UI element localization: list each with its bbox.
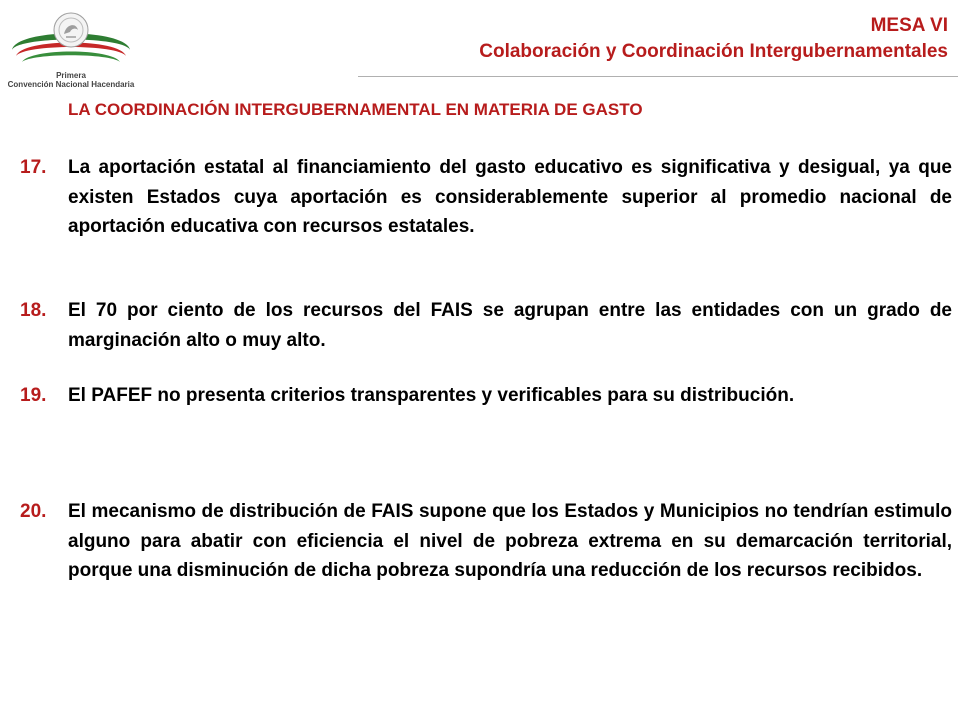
mesa-label: MESA VI (870, 15, 948, 36)
mesa-subtitle: Colaboración y Coordinación Intergubernamentales (479, 41, 948, 62)
section-title: LA COORDINACIÓN INTERGUBERNAMENTAL EN MATERIA DE GASTO (68, 100, 643, 119)
logo-line-1: Primera (56, 71, 86, 80)
item-number: 17. (20, 157, 47, 178)
logo-line-2: Convención Nacional Hacendaria (7, 80, 135, 89)
item-text: El mecanismo de distribución de FAIS supone que los Estados y Municipios no tendrían estimulo alguno para abatir con eficiencia el nivel de pobreza extrema en su demarcación territorial, porque una disminución de dicha pobreza supondría una reducción de los recursos recibidos. (68, 501, 952, 581)
item-text: La aportación estatal al financiamiento del gasto educativo es significativa y desigual, ya que existen Estados cuya aportación es considerablemente superior al promedio nacional de aportación educativa con recursos estatales. (68, 157, 952, 237)
header-divider (358, 76, 958, 77)
item-number: 19. (20, 385, 47, 406)
list-item (20, 497, 952, 586)
item-text: El 70 por ciento de los recursos del FAIS se agrupan entre las entidades con un grado de marginación alto o muy alto. (68, 300, 952, 351)
convention-logo (6, 8, 136, 92)
eagle-emblem-icon (6, 8, 136, 70)
item-number: 20. (20, 501, 47, 522)
list-item (20, 381, 952, 411)
slide-header (479, 14, 948, 64)
list-item (20, 153, 952, 242)
item-number: 18. (20, 300, 47, 321)
item-text: El PAFEF no presenta criterios transparentes y verificables para su distribución. (68, 385, 795, 406)
list-item (20, 296, 952, 355)
